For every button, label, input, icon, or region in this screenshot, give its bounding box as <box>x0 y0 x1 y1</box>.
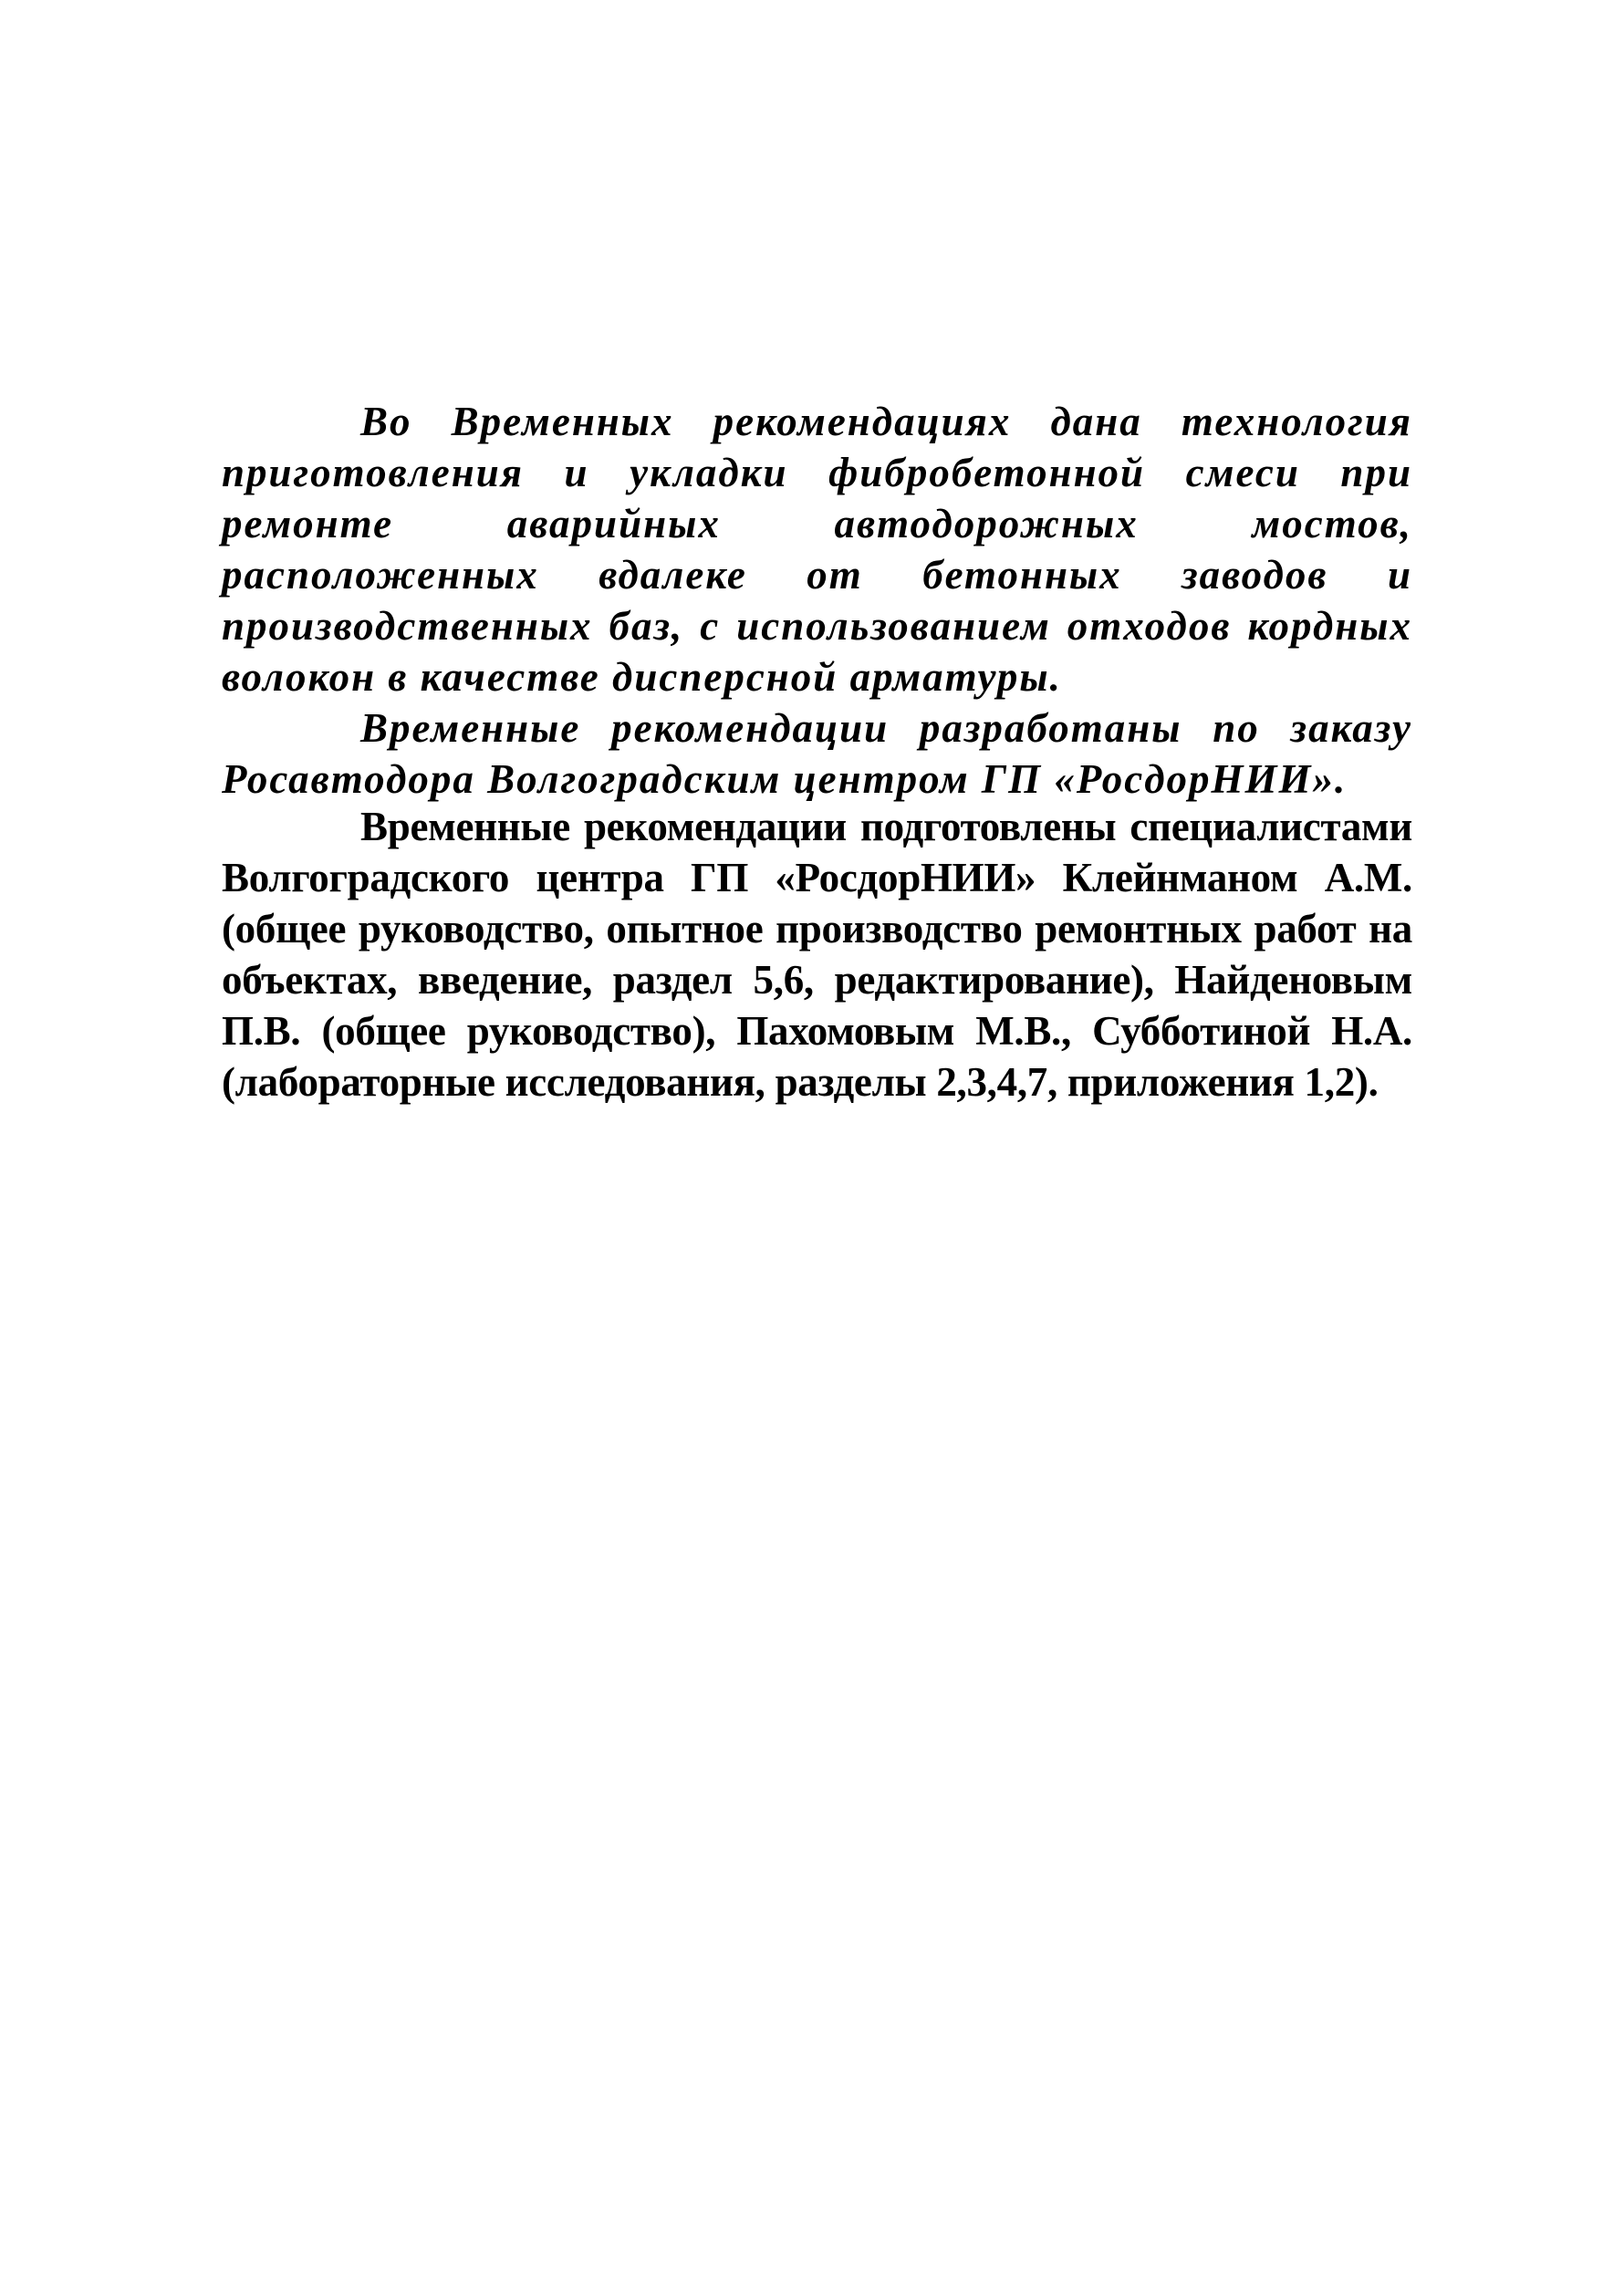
intro-paragraph-technology: Во Временных рекомендациях дана технология приготовления и укладки фибробетонной смеси при ремонте аварийных автодорожных мостов, расположенных вдалеке от бетонных заводов и производственных баз, с использованием отходов кордных волокон в качестве дисперсной арматуры. <box>222 399 1412 700</box>
authors-section <box>222 801 1412 1108</box>
authors-paragraph: Временные рекомендации подготовлены специалистами Волгоградского центра ГП «РосдорНИИ» Клейнманом А.М. (общее руководство, опытное производство ремонтных работ на объектах, введение, раздел 5,6, редактирование), Найденовым П.В. (общее руководство), Пахомовым М.В., Субботиной Н.А. (лабораторные исследования, разделы 2,3,4,7, приложения 1,2). <box>222 804 1412 1105</box>
intro-section <box>222 396 1412 805</box>
intro-paragraph-developer: Временные рекомендации разработаны по заказу Росавтодора Волгоградским центром ГП «РосдорНИИ». <box>222 705 1412 802</box>
